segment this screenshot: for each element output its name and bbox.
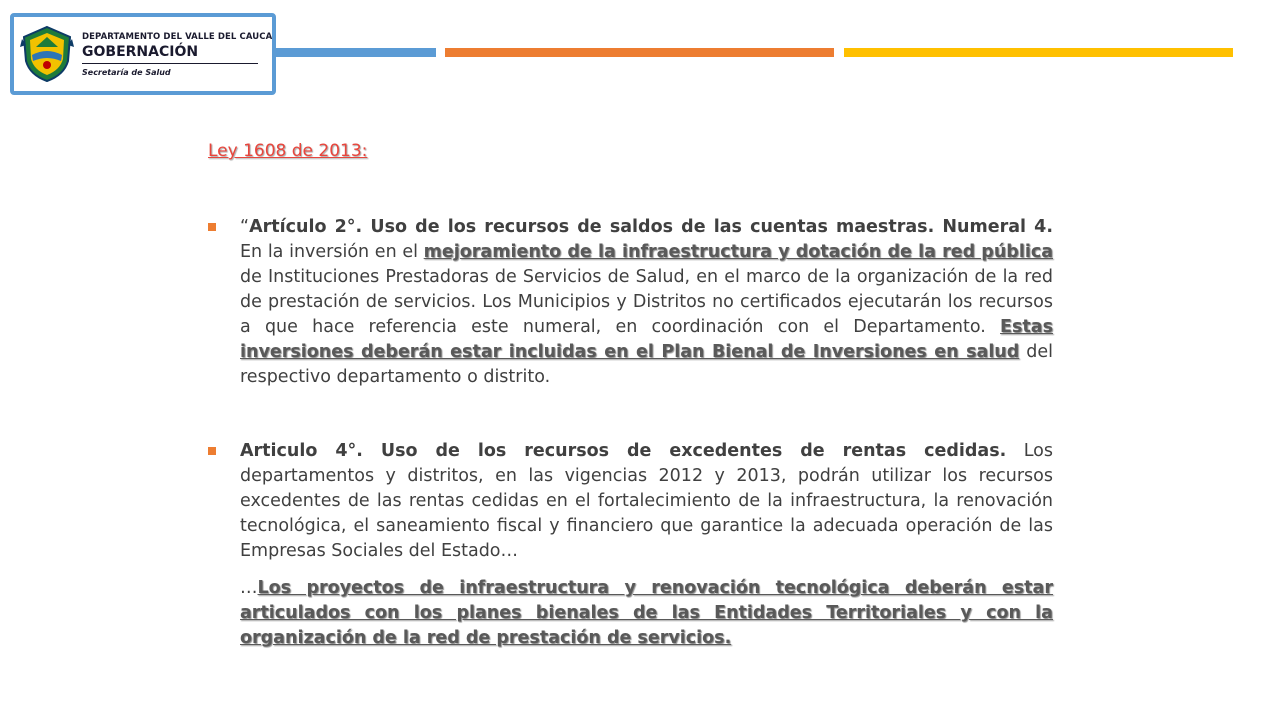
article-2-text-2: de Instituciones Prestadoras de Servicios de Salud, en el marco de la organización de la red de prestación de servicios. Los Municipios y Distritos no certificados ejecutarán los recursos a que hace referencia este numeral, en coordinación con el Departamento. <box>240 267 1053 337</box>
bullet-square-icon <box>208 447 216 455</box>
logo-government-text: GOBERNACIÓN <box>82 44 199 60</box>
open-quote: “ <box>240 217 250 237</box>
logo-divider <box>82 63 258 64</box>
coat-of-arms-icon <box>20 25 74 83</box>
bullet-square-icon <box>208 223 216 231</box>
article-4-text-1: Los departamentos y distritos, en las vigencias 2012 y 2013, podrán utilizar los recursos excedentes de las rentas cedidas en el fortalecimiento de la infraestructura, la renovación tecnológica, el saneamiento fiscal y financiero que garantice la adecuada operación de las Empresas Sociales del Estado… <box>240 441 1053 561</box>
article-2-block <box>208 215 1053 390</box>
article-2-highlight-1: mejoramiento de la infraestructura y dotación de la red pública <box>423 242 1054 262</box>
article-2-highlight-2: Estas inversiones deberán estar incluidas en el Plan Bienal de Inversiones en salud <box>240 317 1053 362</box>
article-4-continuation-paragraph <box>240 576 1053 651</box>
header-bar-yellow <box>844 48 1233 57</box>
article-4-block <box>208 439 1053 564</box>
article-4-title: Articulo 4°. Uso de los recursos de excedentes de rentas cedidas. <box>240 441 1007 461</box>
page-title: Ley 1608 de 2013: <box>208 141 368 161</box>
article-4-highlight: Los proyectos de infraestructura y renovación tecnológica deberán estar articulados con los planes bienales de las Entidades Territoriales y con la organización de la red de prestación de servicios. <box>240 578 1053 648</box>
article-2-text-3: del respectivo departamento o distrito. <box>240 342 1053 387</box>
article-2-text-1: En la inversión en el <box>240 242 424 262</box>
article-2-title: Artículo 2°. Uso de los recursos de saldos de las cuentas maestras. Numeral 4. <box>249 217 1053 237</box>
header-bar-blue <box>272 48 436 57</box>
logo-box <box>10 13 276 95</box>
article-4-continuation <box>240 576 1053 651</box>
logo-department-text: DEPARTAMENTO DEL VALLE DEL CAUCA <box>82 32 273 42</box>
continuation-prefix: … <box>240 578 258 598</box>
header-bar-orange <box>445 48 834 57</box>
article-2-paragraph <box>240 215 1053 390</box>
logo-secretary-text: Secretaría de Salud <box>82 68 171 77</box>
article-4-paragraph <box>240 439 1053 564</box>
